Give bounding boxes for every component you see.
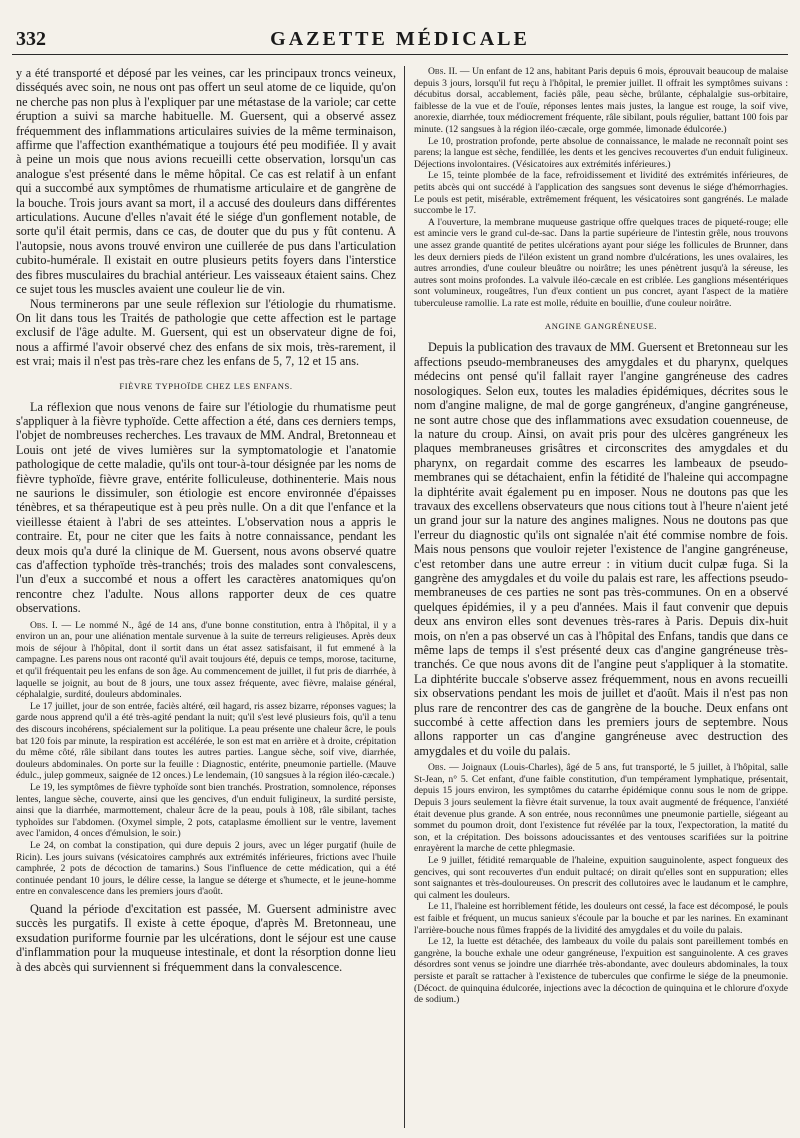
observation-3-day-12: Le 12, la luette est détachée, des lambeaux du voile du palais sont pareillement tombés en gangrène, la bouche exhale une odeur gangréneuse, l'expuition est sanguinolente. A ces graves désordres sont venus se joindre une diarrhée très-abondante, avec douleurs abdominales, la toux persiste et paraît se rattacher à l'existence de tubercules que confirme le siége de la pneumonie. (Décoct. de quinquina édulcorée, injections avec la décoction de quinquina et le chlorure d'oxyde de sodium.) bbox=[414, 936, 788, 1006]
right-column bbox=[414, 66, 788, 1128]
observation-1-day-19: Le 19, les symptômes de fièvre typhoïde sont bien tranchés. Prostration, somnolence, réponses lentes, langue sèche, couverte, ainsi que les gencives, d'un enduit fuligineux, la surdité persiste, ainsi que la diarrhée, marmottement, chaleur âcre de la peau, pouls à 108, râle sibilant, taches typhoïdes sur l'abdomen. (Oxymel simple, 2 pots, cataplasme émollient sur le ventre, lavement avec l'amidon, 4 onces d'émulsion, le soir.) bbox=[16, 781, 396, 840]
observation-2 bbox=[414, 66, 788, 136]
observation-3 bbox=[414, 762, 788, 855]
observation-2-lead: Obs. II. bbox=[428, 66, 458, 77]
observation-1-text: — Le nommé N., âgé de 14 ans, d'une bonne constitution, entra à l'hôpital, il y a environ un an, pour une aliénation mentale survenue à la suite de terreurs religieuses. Après deux mois de séjour à l'hôpital, dont il sortit dans un état assez satisfaisant, il fut emmené à la campagne. Les parens nous ont raconté qu'il avait toujours été, depuis ce temps, morose, taciturne, et qu'il fréquentait peu les enfans de son âge. Au commencement de juillet, il fut pris de diarrhée, à laquelle se joignit, au bout de 8 jours, une toux assez fréquente, avec fièvre, malaise général, céphalalgie, surdité, douleurs abdominales. bbox=[16, 619, 396, 701]
journal-title: GAZETTE MÉDICALE bbox=[270, 28, 530, 50]
section-title-fievre-typhoide: FIÈVRE TYPHOÏDE CHEZ LES ENFANS. bbox=[119, 380, 293, 391]
paragraph-angine: Depuis la publication des travaux de MM. Guersent et Bretonneau sur les affections pseudo-membraneuses des amygdales et du pharynx, quelques médecins ont pensé qu'il fallait rayer l'angine gangréneuse des cadres nosologiques. Selon eux, toutes les maladies épidémiques, décrites sous le nom d'angine maligne, de mal de gorge gangréneux, d'angine gangréneuse, ne sont autre chose que des inflammations avec exsudation couenneuse, de la nature du croup. Ainsi, on avait pris pour des ulcères gangréneux les plaques membraneuses grisâtres et circonscrites des amygdales et du pharynx, on regardait comme des escarres les lambeaux de pseudo-membranes qui se détachaient, enfin la fétidité de l'haleine qui accompagne la diphtérite avait également pu en imposer. Nous ne doutons pas que les travaux des excellens observateurs que nous citions tout à l'heure n'aient jeté un grand jour sur la nature des angines malignes. Nous ne doutons pas que l'erreur du diagnostic qu'ils ont signalée n'ait été commise nombre de fois. Mais nous pensons que vouloir rejeter l'existence de l'angine gangréneuse, c'est retomber dans une autre erreur : in vitium ducit culpæ fuga. Si la gangrène des amygdales et du voile du palais est rare, les affections pseudo-membraneuses de ces parties ne sont pas très-communes. On en a observé quelques épidémies, il y a peu d'années. Mais il faut convenir que depuis deux ans environ elles sont devenues très-rares à Paris. Depuis dix-huit mois, on n'en a pas observé un cas à l'hôpital des Enfans, tandis que dans ce même laps de temps il s'est présenté deux cas d'angine gangréneuse très-tranchés. Ce que nous avons dit de l'angine peut s'appliquer à la stomatite. La diphtérite buccale s'observe assez fréquemment, nous en avons recueilli six observations pendant les mois de juillet et d'août. Mais il n'est pas non plus rare de rencontrer des cas de gangrène de la bouche. Deux enfans ont succombé à cette affection dans les premiers jours de septembre. Nous allons rapporter un cas d'angine gangréneuse avec destruction des amygdales et du voile du palais. bbox=[414, 340, 788, 758]
observation-2-day-15: Le 15, teinte plombée de la face, refroidissement et lividité des extrémités inférieures, de petits abcès qui ont succédé à l'application des sangsues sont devenus le siége d'hémorrhagies. Le pouls est petit, misérable, extrêmement fréquent, les vésicatoires sont gangrénés. Le malade succombe le 17. bbox=[414, 170, 788, 217]
observation-1-day-24: Le 24, on combat la constipation, qui dure depuis 2 jours, avec un léger purgatif (huile de Ricin). Les jours suivans (vésicatoires camphrés aux extrémités inférieures, frictions avec l'huile camphrée, 2 pots de décoction de tamarins.) Sous l'influence de cette médication, qui a été continuée pendant 10 jours, le délire cesse, la langue se déterge et s'humecte, et le jeune-homme entre en convalescence dans les premiers jours d'août. bbox=[16, 839, 396, 898]
left-column bbox=[16, 66, 396, 1128]
observation-3-lead: Obs. bbox=[428, 762, 446, 774]
paragraph-purgatifs: Quand la période d'excitation est passée, M. Guersent administre avec succès les purgatifs. Il existe à cette époque, d'après M. Bretonneau, une exsudation puriforme fournie par les ulcérations, dont le séjour est une cause d'inflammation pour la muqueuse intestinale, et dont la résorption donne lieu à des abcès qui surviennent si fréquemment dans la convalescence. bbox=[16, 901, 396, 974]
column-divider bbox=[404, 66, 405, 1128]
observation-3-text: — Joignaux (Louis-Charles), âgé de 5 ans, fut transporté, le 5 juillet, à l'hôpital, salle St-Jean, n° 5. Cet enfant, d'une faible constitution, d'un tempérament lymphatique, présentait, depuis 15 jours environ, les symptômes du catarrhe épidémique connu sous le nom de grippe. Depuis 3 jours seulement la fièvre était survenue, la toux avait augmenté de fréquence, l'anxiété était devenue plus grande. A son entrée, nous reconnûmes une pneumonie partielle, siégeant au sommet du poumon droit, dont l'existence fut révélée par la toux, l'expectoration, la matité du son, et la crépitation. Des boissons adoucissantes et des ventouses scarifiées sur la poitrine enrayèrent la marche de cette phlegmasie. bbox=[414, 762, 788, 855]
observation-2-autopsy: A l'ouverture, la membrane muqueuse gastrique offre quelques traces de piqueté-rouge; elle est amincie vers le grand cul-de-sac. Dans la partie supérieure de l'intestin grêle, nous trouvons une assez grande quantité de petites ulcérations ayant pour siége les follicules de Brunner, dans les deux derniers pieds de l'iléon existent un grand nombre d'ulcérations, les unes ovalaires, les autres arrondies, d'une couleur bleuâtre ou noirâtre; les unes pénètrent jusqu'à la séreuse, les autres sont moins profondes. La valvule iléo-cæcale en est criblée. Les ganglions mésentériques sont volumineux, rougeâtres, l'un d'eux contient un pus concret, ayant l'aspect de la matière tuberculeuse ramollie. La rate est molle, réduite en bouillie, d'une couleur noirâtre. bbox=[414, 216, 788, 309]
observation-1 bbox=[16, 620, 396, 701]
observation-1-lead: Obs. I. bbox=[30, 619, 58, 631]
page-number: 332 bbox=[16, 28, 46, 50]
section-title-angine-gangreneuse: ANGINE GANGRÉNEUSE. bbox=[544, 321, 658, 332]
page-header bbox=[12, 22, 788, 55]
paragraph-rhumatisme-case: y a été transporté et déposé par les veines, car les principaux troncs veineux, disséqués avec soin, ne nous ont pas offert un seul atome de ce liquide, qu'on ne cherche pas non plus à l'expliquer par une métastase de la variole; car cette éruption a suivi sa marche habituelle. M. Guersent, qui a observé assez fréquemment des inflammations articulaires suivies de la même terminaison, affirme que l'affection exanthématique a toujours été peu modifiée. Il y avait à peine un mois que nous avions recueilli cette observation, lorsqu'un cas analogue s'est présenté dans le même hôpital. Ce cas est relatif à un enfant qui a succombé aux symptômes de rhumatisme articulaire et de gangrène de la bouche. Trois jours avant sa mort, il a accusé des douleurs dans différentes articulations. Aucune d'elles n'avait été le siége d'un gonflement notable, de sorte qu'il était permis, dans ce cas, de douter que du pus y fût contenu. A l'autopsie, nous avons trouvé environ une cuillerée de pus dans l'articulation cubito-humérale. Il existait en outre plusieurs petits foyers dans l'interstice des fibres musculaires du brachial antérieur. Les vaisseaux étaient sains. Chez ce sujet tous les muscles avaient une couleur lie de vin. bbox=[16, 66, 396, 297]
paragraph-etiologie: Nous terminerons par une seule réflexion sur l'étiologie du rhumatisme. On lit dans tous les Traités de pathologie que cette affection est le partage exclusif de l'âge adulte. M. Guersent, qui est un observateur digne de foi, nous a affirmé l'avoir observé chez des enfans de six mois, très-rarement, il est vrai; mais il n'est pas très-rare chez les enfans de 5, 7, 12 et 15 ans. bbox=[16, 296, 396, 369]
observation-2-day-10: Le 10, prostration profonde, perte absolue de connaissance, le malade ne reconnaît point ses parens; la langue est sèche, fendillée, les dents et les gencives recouvertes d'un enduit fuligineux. Déjections involontaires. (Vésicatoires aux extrémités inférieures.) bbox=[414, 135, 788, 170]
observation-2-text: — Un enfant de 12 ans, habitant Paris depuis 6 mois, éprouvait beaucoup de malaise depuis 3 jours, lorsqu'il fut reçu à l'hôpital, le premier juillet. Il offrait les symptômes suivans : décubitus dorsal, accablement, faciès pâle, peau sèche, brûlante, céphalalgie sus-orbitaire, faiblesse de la vue et de l'ouïe, réponses lentes mais justes, la langue est rouge, la soif vive, anorexie, diarrhée, toux médiocrement fréquente, râle sibilant, pouls régulier, battant 100 fois par minute. (12 sangsues à la région iléo-cæcale, orge gommée, limonade édulcorée.) bbox=[414, 66, 788, 135]
observation-3-day-11: Le 11, l'haleine est horriblement fétide, les douleurs ont cessé, la face est décomposé, le pouls est faible et fréquent, un mucus sanieux s'écoule par la bouche et par les narines. En examinant l'arrière-bouche nous fûmes frappés de la lividité des amygdales et du voile du palais. bbox=[414, 901, 788, 936]
observation-1-day-17: Le 17 juillet, jour de son entrée, faciès altéré, œil hagard, ris assez bizarre, réponses vagues; la garde nous apprend qu'il a été très-agité pendant la nuit; qu'il s'est levé plusieurs fois, qu'il a tenu des discours incohérens, spécialement sur la politique. La peau présente une chaleur âcre, le pouls bat 120 fois par minute, la respiration est accélérée, le son est mat en arrière et à droite, crépitation du même côté, râle sibilant dans toutes les autres parties. Langue sèche, soif vive, diarrhée, douleurs abdominales. On porte sur la feuille : Diagnostic, entérite, pneumonie partielle. (Mauve édulc., julep gommeux, saignée de 12 onces.) Le lendemain, (10 sangsues à la région iléo-cæcale.) bbox=[16, 700, 396, 782]
observation-3-day-9: Le 9 juillet, fétidité remarquable de l'haleine, expuition sauguinolente, aspect fongueux des gencives, qui sont recouvertes d'un enduit pultacé; on dirait qu'elles sont en suppuration; elles sont saignantes et très-douloureuses. On prescrit des collutoires avec le laudanum et le camphre, qui calment les douleurs. bbox=[414, 855, 788, 901]
paragraph-fievre-typhoide: La réflexion que nous venons de faire sur l'étiologie du rhumatisme peut s'appliquer à la fièvre typhoïde. Cette affection a été, dans ces derniers temps, l'objet de nombreuses recherches. Les travaux de MM. Andral, Bretonneau et Louis ont jeté de vives lumières sur la symptomatologie et l'anatomie pathologique de cette maladie, qu'ils ont tour-à-tour désignée par les noms de fièvre typhoïde, fièvre grave, entérite folliculeuse, dothinenterie. Mais nous ne saurions le dissimuler, son étiologie est encore environnée d'épaisses ténèbres, et sa thérapeutique est à peu près nulle. On a dit que l'enfance et la vieillesse étaient à l'abri de ses atteintes. L'observation nous a appris le contraire. Et, pour ne citer que les faits à notre connaissance, pendant les deux mois qu'a duré la clinique de M. Guersent, nous avons observé quatre cas d'affection typhoïde très-tranchés; trois des malades sont convalescens, l'un d'eux a succombé et nous a offert les caractères anatomiques qu'on rencontre chez l'adulte. Nous allons rapporter deux de ces quatre observations. bbox=[16, 399, 396, 616]
